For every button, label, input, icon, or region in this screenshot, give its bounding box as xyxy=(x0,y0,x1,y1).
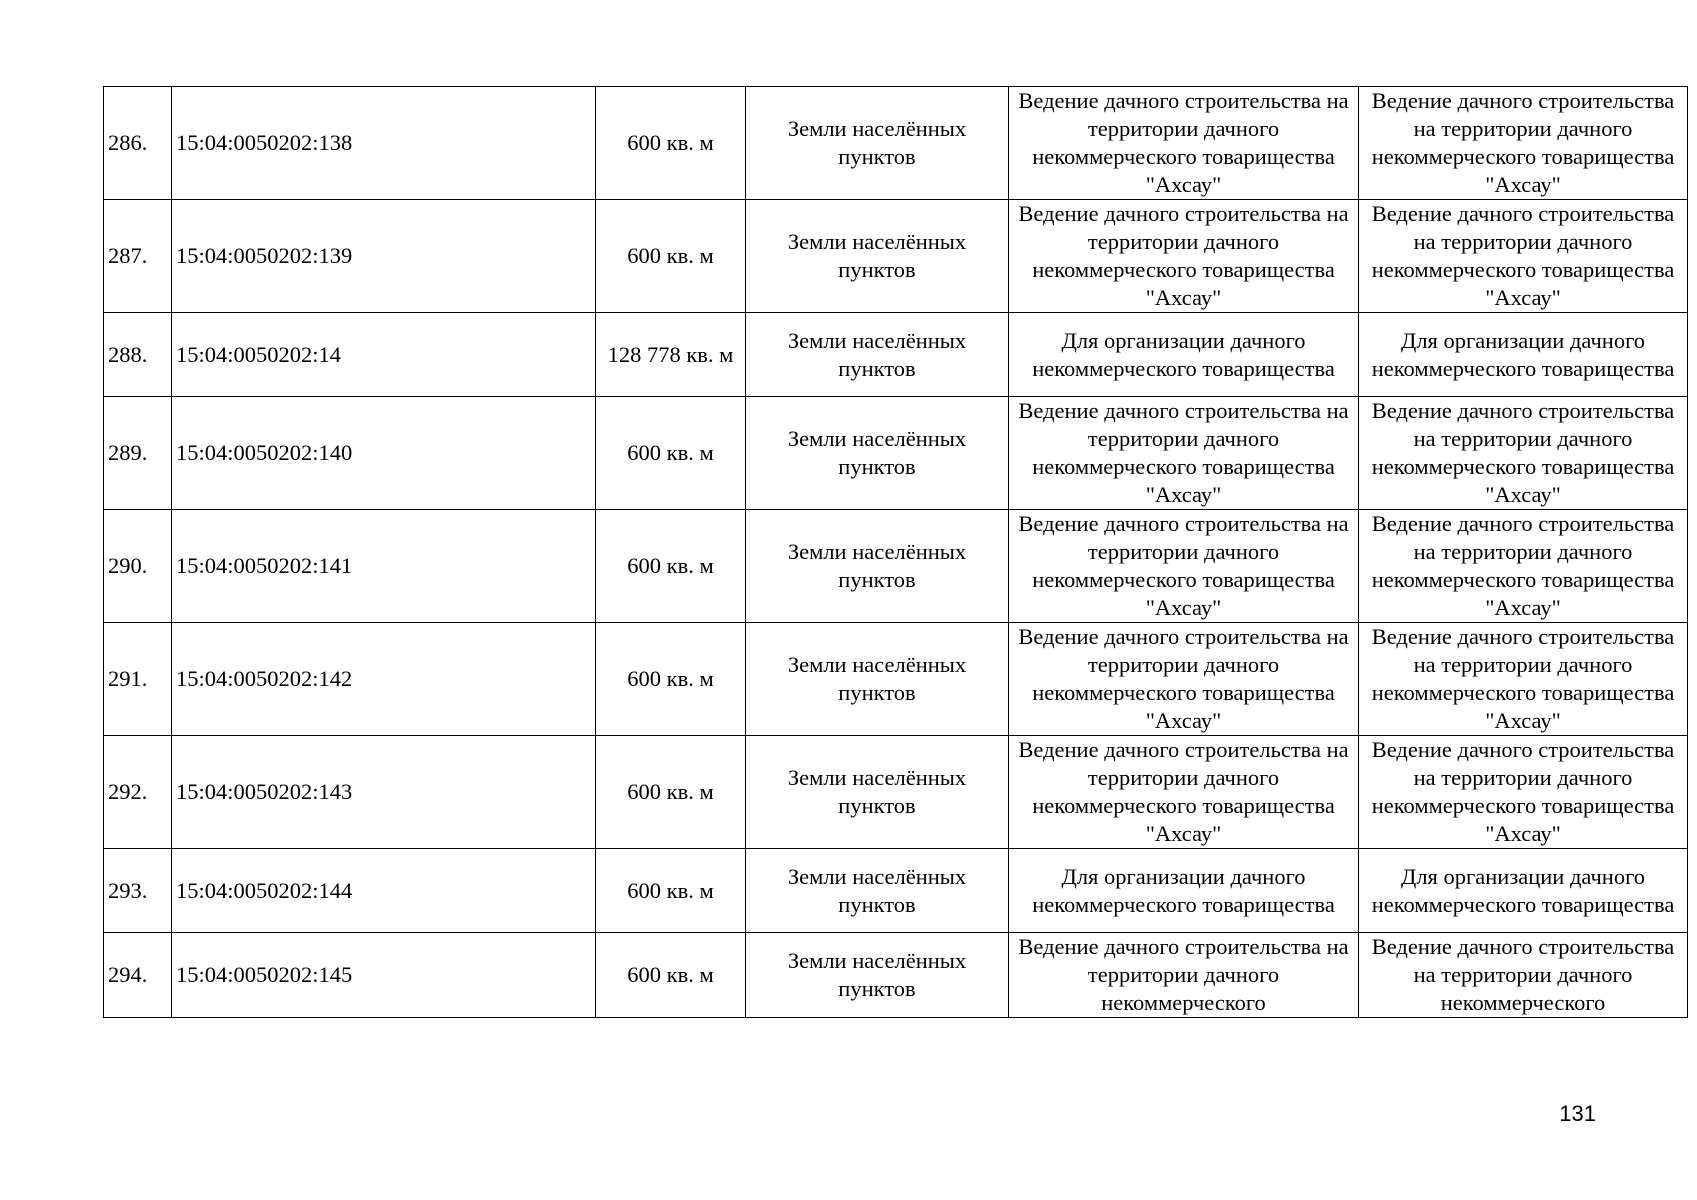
cadastral-number: 15:04:0050202:139 xyxy=(172,200,596,313)
row-number: 293. xyxy=(104,849,172,933)
row-number: 294. xyxy=(104,933,172,1018)
permitted-use: Ведение дачного строительства на территории дачного некоммерческого товарищества "Ахсау" xyxy=(1009,510,1359,623)
plot-area: 600 кв. м xyxy=(596,510,746,623)
permitted-use-document: Ведение дачного строительства на территории дачного некоммерческого товарищества "Ахсау" xyxy=(1359,397,1688,510)
land-category: Земли населённых пунктов xyxy=(746,736,1009,849)
table-row xyxy=(104,200,1688,313)
row-number: 288. xyxy=(104,313,172,397)
row-number: 286. xyxy=(104,87,172,200)
table-row xyxy=(104,313,1688,397)
permitted-use-document: Ведение дачного строительства на территории дачного некоммерческого товарищества "Ахсау" xyxy=(1359,510,1688,623)
cadastral-number: 15:04:0050202:14 xyxy=(172,313,596,397)
land-plots-table-body xyxy=(104,87,1688,1018)
row-number: 289. xyxy=(104,397,172,510)
table-row xyxy=(104,397,1688,510)
land-category: Земли населённых пунктов xyxy=(746,623,1009,736)
permitted-use-document: Для организации дачного некоммерческого товарищества xyxy=(1359,313,1688,397)
row-number: 290. xyxy=(104,510,172,623)
table-row xyxy=(104,736,1688,849)
plot-area: 600 кв. м xyxy=(596,623,746,736)
plot-area: 600 кв. м xyxy=(596,736,746,849)
land-category: Земли населённых пунктов xyxy=(746,933,1009,1018)
page-number: 131 xyxy=(1559,1101,1596,1126)
cadastral-number: 15:04:0050202:144 xyxy=(172,849,596,933)
cadastral-number: 15:04:0050202:143 xyxy=(172,736,596,849)
permitted-use: Для организации дачного некоммерческого товарищества xyxy=(1009,313,1359,397)
permitted-use-document: Ведение дачного строительства на территории дачного некоммерческого xyxy=(1359,933,1688,1018)
land-category: Земли населённых пунктов xyxy=(746,313,1009,397)
table-row xyxy=(104,87,1688,200)
permitted-use-document: Для организации дачного некоммерческого товарищества xyxy=(1359,849,1688,933)
table-row xyxy=(104,933,1688,1018)
permitted-use: Ведение дачного строительства на территории дачного некоммерческого товарищества "Ахсау" xyxy=(1009,736,1359,849)
cadastral-number: 15:04:0050202:140 xyxy=(172,397,596,510)
plot-area: 600 кв. м xyxy=(596,87,746,200)
permitted-use: Ведение дачного строительства на территории дачного некоммерческого товарищества "Ахсау" xyxy=(1009,397,1359,510)
row-number: 291. xyxy=(104,623,172,736)
land-category: Земли населённых пунктов xyxy=(746,200,1009,313)
permitted-use: Ведение дачного строительства на территории дачного некоммерческого xyxy=(1009,933,1359,1018)
permitted-use-document: Ведение дачного строительства на территории дачного некоммерческого товарищества "Ахсау" xyxy=(1359,200,1688,313)
land-category: Земли населённых пунктов xyxy=(746,849,1009,933)
cadastral-number: 15:04:0050202:138 xyxy=(172,87,596,200)
table-row xyxy=(104,623,1688,736)
permitted-use-document: Ведение дачного строительства на территории дачного некоммерческого товарищества "Ахсау" xyxy=(1359,623,1688,736)
table-row xyxy=(104,849,1688,933)
permitted-use: Ведение дачного строительства на территории дачного некоммерческого товарищества "Ахсау" xyxy=(1009,87,1359,200)
permitted-use: Для организации дачного некоммерческого товарищества xyxy=(1009,849,1359,933)
plot-area: 600 кв. м xyxy=(596,397,746,510)
permitted-use-document: Ведение дачного строительства на территории дачного некоммерческого товарищества "Ахсау" xyxy=(1359,87,1688,200)
permitted-use-document: Ведение дачного строительства на территории дачного некоммерческого товарищества "Ахсау" xyxy=(1359,736,1688,849)
cadastral-number: 15:04:0050202:145 xyxy=(172,933,596,1018)
cadastral-number: 15:04:0050202:142 xyxy=(172,623,596,736)
plot-area: 128 778 кв. м xyxy=(596,313,746,397)
land-category: Земли населённых пунктов xyxy=(746,397,1009,510)
permitted-use: Ведение дачного строительства на территории дачного некоммерческого товарищества "Ахсау" xyxy=(1009,623,1359,736)
plot-area: 600 кв. м xyxy=(596,933,746,1018)
row-number: 287. xyxy=(104,200,172,313)
land-plots-table xyxy=(103,86,1688,1018)
plot-area: 600 кв. м xyxy=(596,849,746,933)
table-row xyxy=(104,510,1688,623)
permitted-use: Ведение дачного строительства на территории дачного некоммерческого товарищества "Ахсау" xyxy=(1009,200,1359,313)
cadastral-number: 15:04:0050202:141 xyxy=(172,510,596,623)
land-category: Земли населённых пунктов xyxy=(746,510,1009,623)
plot-area: 600 кв. м xyxy=(596,200,746,313)
land-category: Земли населённых пунктов xyxy=(746,87,1009,200)
row-number: 292. xyxy=(104,736,172,849)
